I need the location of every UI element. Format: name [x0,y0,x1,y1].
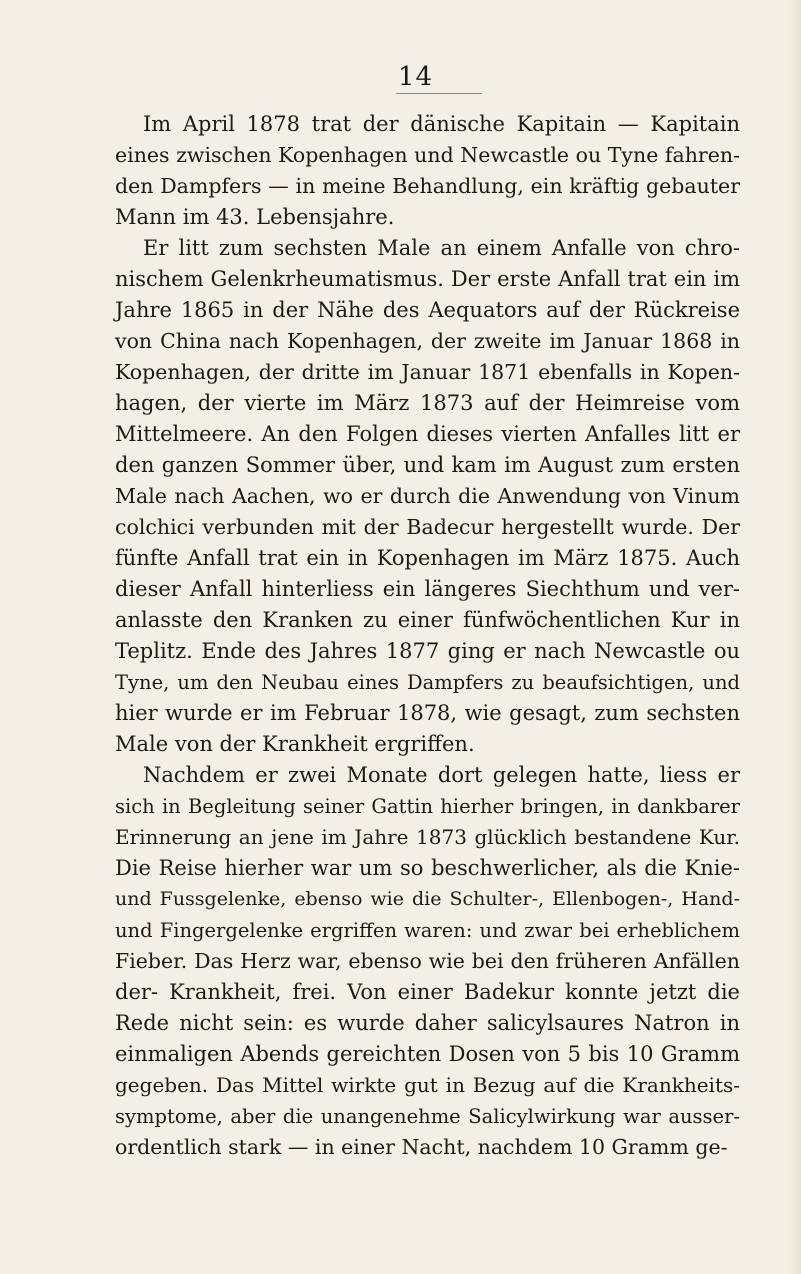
text-line: fünfte Anfall trat ein in Kopenhagen im März 1875. Auch [115,546,740,570]
text-line: einmaligen Abends gereichten Dosen von 5 bis 10 Gramm [115,1042,740,1066]
text-line: Jahre 1865 in der Nähe des Aequators auf der Rückreise [115,298,740,322]
page-number: 14 [398,62,434,92]
text-line: sich in Begleitung seiner Gattin hierher bringen, in dankbarer [115,795,740,818]
body-text [115,109,740,1163]
text-line: Rede nicht sein: es wurde daher salicylsaures Natron in [115,1011,740,1035]
text-line: Mann im 43. Lebensjahre. [115,205,395,229]
text-line: nischem Gelenkrheumatismus. Der erste Anfall trat ein im [115,267,740,291]
text-line: Die Reise hierher war um so beschwerlicher, als die Knie- [115,856,740,880]
page-number-rule [396,93,482,94]
text-line: und Fingergelenke ergriffen waren: und zwar bei erheblichem [115,919,740,942]
text-line: Mittelmeere. An den Folgen dieses vierten Anfalles litt er [115,422,740,446]
text-line: colchici verbunden mit der Badecur hergestellt wurde. Der [115,515,740,539]
text-line: hagen, der vierte im März 1873 auf der Heimreise vom [115,391,740,415]
text-line: Erinnerung an jene im Jahre 1873 glücklich bestandene Kur. [115,825,740,849]
text-line: gegeben. Das Mittel wirkte gut in Bezug auf die Krankheits- [115,1073,740,1097]
text-line: den Dampfers — in meine Behandlung, ein kräftig gebauter [115,174,740,198]
text-line: Kopenhagen, der dritte im Januar 1871 ebenfalls in Kopen- [115,360,740,384]
text-line: den ganzen Sommer über, und kam im August zum ersten [115,453,740,477]
text-line: und Fussgelenke, ebenso wie die Schulter-, Ellenbogen-, Hand- [115,888,740,910]
text-line: Male von der Krankheit ergriffen. [115,732,475,756]
text-line: hier wurde er im Februar 1878, wie gesagt, zum sechsten [115,701,740,725]
text-line: Er litt zum sechsten Male an einem Anfalle von chro- [143,236,740,260]
text-line: Nachdem er zwei Monate dort gelegen hatte, liess er [143,763,740,787]
text-line: Male nach Aachen, wo er durch die Anwendung von Vinum [115,484,740,508]
text-line: Teplitz. Ende des Jahres 1877 ging er nach Newcastle ou [115,639,740,663]
text-line: dieser Anfall hinterliess ein längeres Siechthum und ver- [115,577,740,601]
page-edge-shadow [787,0,801,1274]
text-line: ordentlich stark — in einer Nacht, nachdem 10 Gramm ge- [115,1135,728,1159]
text-line: Tyne, um den Neubau eines Dampfers zu beaufsichtigen, und [115,671,740,694]
text-line: anlasste den Kranken zu einer fünfwöchentlichen Kur in [115,608,740,632]
text-line: Im April 1878 trat der dänische Kapitain — Kapitain [143,112,740,136]
text-line: von China nach Kopenhagen, der zweite im Januar 1868 in [115,329,740,353]
text-line: der- Krankheit, frei. Von einer Badekur konnte jetzt die [115,980,740,1004]
text-line: symptome, aber die unangenehme Salicylwirkung war ausser- [115,1105,740,1128]
text-line: Fieber. Das Herz war, ebenso wie bei den früheren Anfällen [115,949,740,973]
text-line: eines zwischen Kopenhagen und Newcastle ou Tyne fahren- [115,143,740,167]
